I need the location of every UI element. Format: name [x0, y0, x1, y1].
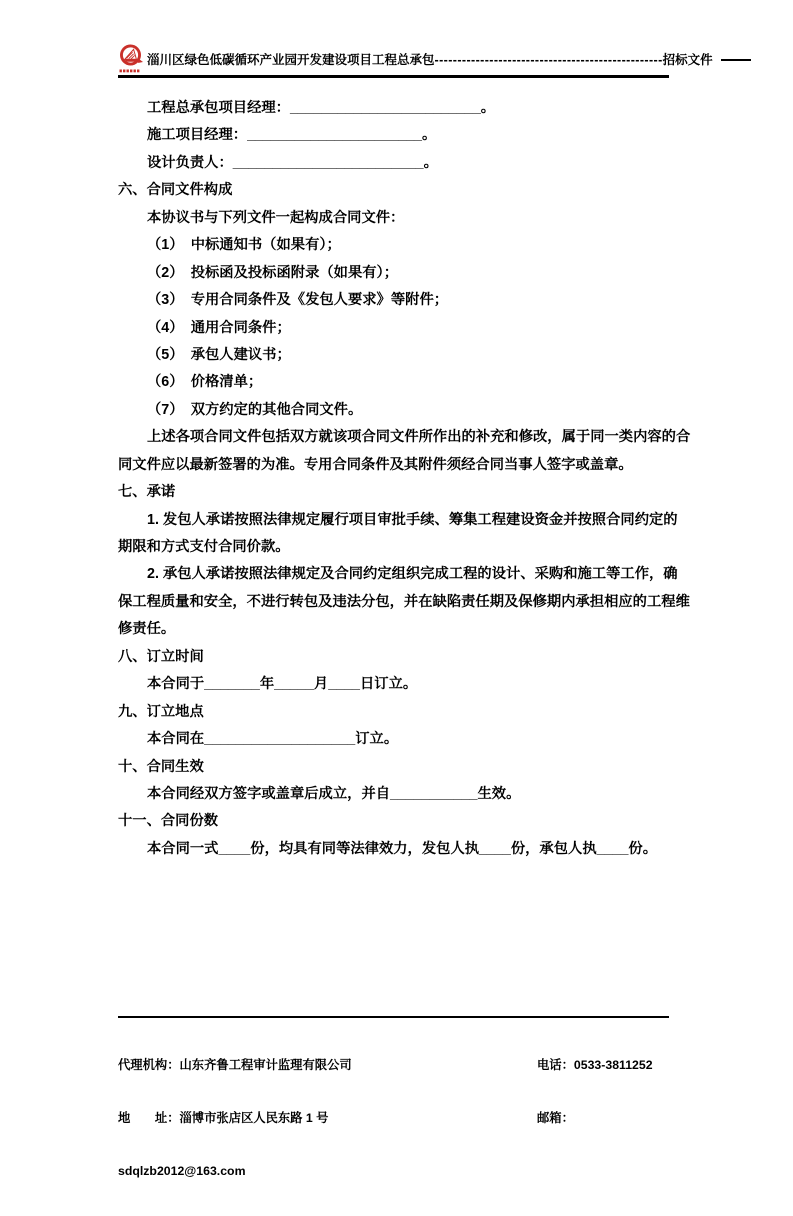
agency-row: [118, 1057, 537, 1075]
document-line: 上述各项合同文件包括双方就该项合同文件所作出的补充和修改，属于同一类内容的合: [147, 429, 691, 446]
document-line: 同文件应以最新签署的为准。专用合同条件及其附件须经合同当事人签字或盖章。: [118, 456, 633, 473]
document-line: （3） 专用合同条件及《发包人要求》等附件；: [147, 292, 449, 309]
document-line: 修责任。: [118, 621, 176, 638]
address-row: [118, 1110, 537, 1128]
phone-value: 0533-3811252: [573, 1058, 653, 1073]
footer-left-column: [118, 1022, 537, 1216]
phone-row: [537, 1057, 669, 1075]
document-line: 本合同一式____份，均具有同等法律效力，发包人执____份，承包人执____份。: [147, 840, 658, 857]
company-logo-icon: [118, 44, 144, 75]
document-line: （4） 通用合同条件；: [147, 319, 291, 336]
footer-right-column: [537, 1022, 669, 1216]
document-body: [118, 95, 691, 863]
header-dash-leader: --------------------------------------------------: [434, 53, 663, 67]
address-value: 淄博市张店区人民东路 1 号: [179, 1110, 329, 1125]
document-line: 本合同经双方签字或盖章后成立，并自___________生效。: [147, 785, 521, 802]
document-line: （2） 投标函及投标函附录（如果有）；: [147, 264, 398, 281]
document-line: （1） 中标通知书（如果有）；: [147, 237, 341, 254]
mailbox-label: 邮箱：: [537, 1110, 574, 1125]
footer-divider: [118, 1016, 669, 1018]
document-line: （7） 双方约定的其他合同文件。: [147, 401, 363, 418]
agency-label: 代理机构：: [118, 1058, 180, 1073]
footer-columns: [118, 1022, 669, 1216]
address-label: 地 址：: [118, 1110, 180, 1125]
document-footer: [118, 1016, 669, 1216]
email-value: sdqlzb2012@163.com: [118, 1163, 246, 1178]
header-trailing-line: [721, 59, 751, 61]
document-line: （6） 价格清单；: [147, 374, 263, 391]
doc-type-label: 招标文件: [662, 53, 713, 67]
document-line: 1. 发包人承诺按照法律规定履行项目审批手续、筹集工程建设资金并按照合同约定的: [147, 511, 678, 528]
section-heading: 九、订立地点: [118, 703, 204, 720]
header-title-line: [147, 45, 713, 75]
document-line: （5） 承包人建议书；: [147, 346, 291, 363]
document-line: 本协议书与下列文件一起构成合同文件：: [147, 209, 405, 226]
agency-value: 山东齐鲁工程审计监理有限公司: [179, 1058, 352, 1073]
mailbox-row: [537, 1110, 669, 1128]
header-divider: [118, 75, 669, 78]
section-heading: 十一、合同份数: [118, 813, 219, 830]
email-row: [118, 1163, 537, 1181]
phone-label: 电话：: [537, 1058, 574, 1073]
section-heading: 八、订立时间: [118, 648, 204, 665]
document-line: 施工项目经理：______________________。: [147, 127, 437, 144]
document-line: 本合同于_______年_____月____日订立。: [147, 676, 418, 693]
section-heading: 七、承诺: [118, 484, 176, 501]
document-line: 2. 承包人承诺按照法律规定及合同约定组织完成工程的设计、采购和施工等工作，确: [147, 566, 678, 583]
document-line: 保工程质量和安全，不进行转包及违法分包，并在缺陷责任期及保修期内承担相应的工程维: [118, 593, 690, 610]
project-title: 淄川区绿色低碳循环产业园开发建设项目工程总承包: [147, 53, 435, 67]
document-line: 工程总承包项目经理：________________________。: [147, 100, 496, 116]
document-header: [118, 45, 713, 75]
section-heading: 十、合同生效: [118, 758, 204, 775]
section-heading: 六、合同文件构成: [118, 182, 233, 199]
document-line: 本合同在___________________订立。: [147, 731, 399, 748]
document-line: 期限和方式支付合同价款。: [118, 539, 290, 555]
document-line: 设计负责人：________________________。: [147, 154, 438, 171]
logo-caption-marks: [120, 70, 140, 73]
